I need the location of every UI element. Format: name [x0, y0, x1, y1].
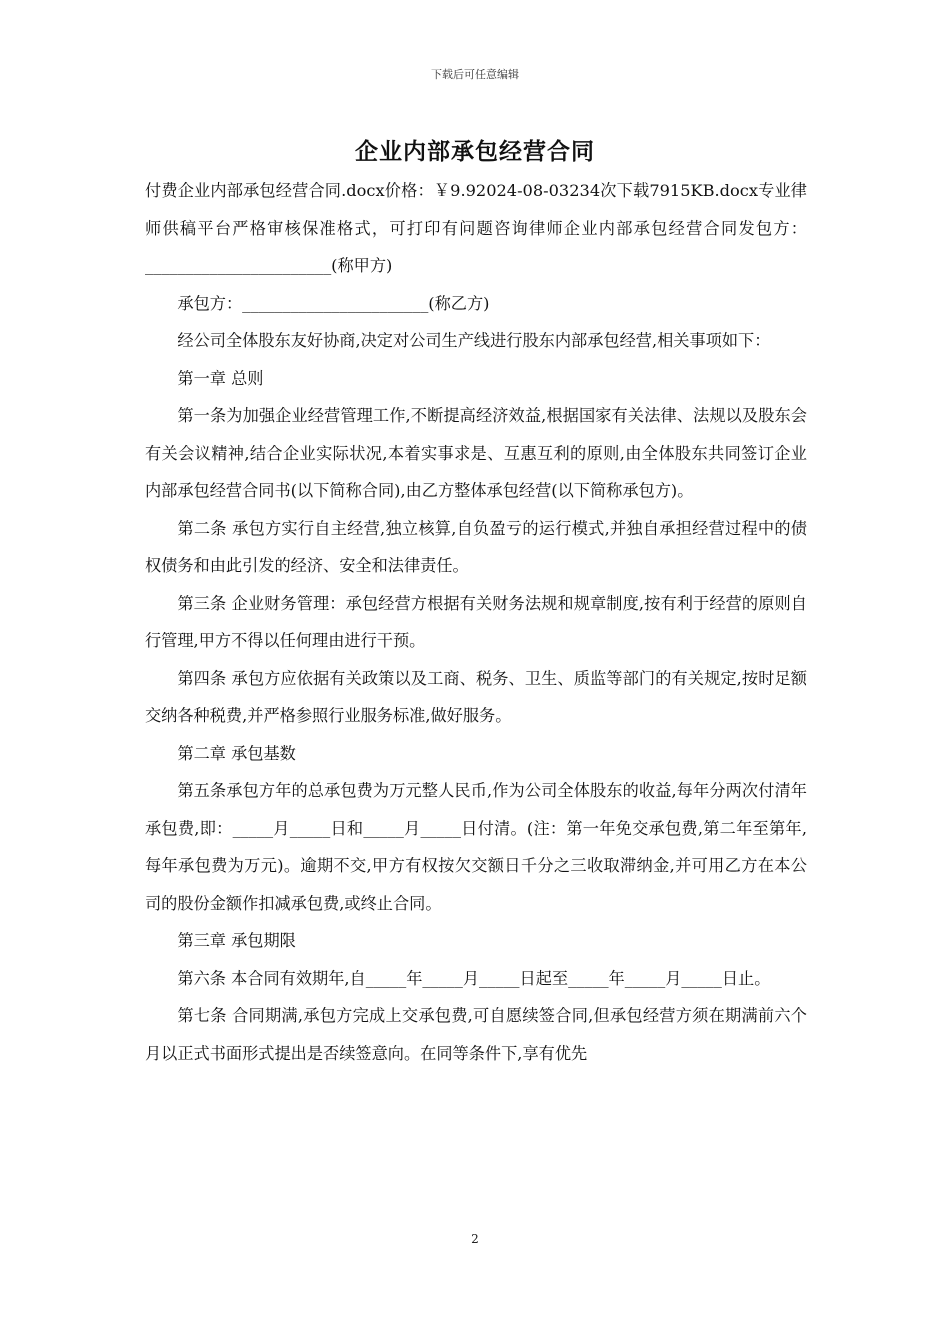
- article-1: 第一条为加强企业经营管理工作,不断提高经济效益,根据国家有关法律、法规以及股东会有关会议精神,结合企业实际状况,本着实事求是、互惠互利的原则,由全体股东共同签订企业内部承包经营合同书(以下简称合同),由乙方整体承包经营(以下简称承包方)。: [145, 406, 807, 500]
- chapter-heading-2: 第二章 承包基数: [177, 743, 296, 763]
- chapter-heading-3: 第三章 承包期限: [177, 931, 296, 950]
- article-6: 第六条 本合同有效期年,自_____年_____月_____日起至_____年_____月_____日止。: [177, 968, 771, 988]
- article-7: 第七条 合同期满,承包方完成上交承包费,可自愿续签合同,但承包经营方须在期满前六个月以正式书面形式提出是否续签意向。在同等条件下,享有优先: [145, 1006, 807, 1063]
- chapter-heading-1: 第一章 总则: [177, 368, 264, 388]
- paragraph-intro: 付费企业内部承包经营合同.docx价格：￥9.92024-08-03234次下载7915KB.docx专业律师供稿平台严格审核保准格式，可打印有问题咨询律师企业内部承包经营合同发包方：_______________________(称甲方): [145, 181, 807, 275]
- paragraph-contractor: 承包方：_______________________(称乙方): [177, 293, 490, 313]
- page-number: 2: [471, 1232, 479, 1246]
- header-note: 下载后可任意编辑: [431, 68, 519, 81]
- article-5: 第五条承包方年的总承包费为万元整人民币,作为公司全体股东的收益,每年分两次付清年承包费,即：_____月_____日和_____月_____日付清。(注：第一年免交承包费,第二年至第年,每年承包费为万元)。逾期不交,甲方有权按欠交额日千分之三收取滞纳金,并可用乙方在本公司的股份金额作扣减承包费,或终止合同。: [145, 781, 807, 913]
- document-body: [145, 172, 807, 1072]
- paragraph-preamble: 经公司全体股东友好协商,决定对公司生产线进行股东内部承包经营,相关事项如下：: [177, 331, 771, 350]
- article-3: 第三条 企业财务管理：承包经营方根据有关财务法规和规章制度,按有利于经营的原则自行管理,甲方不得以任何理由进行干预。: [145, 593, 807, 650]
- article-4: 第四条 承包方应依据有关政策以及工商、税务、卫生、质监等部门的有关规定,按时足额交纳各种税费,并严格参照行业服务标准,做好服务。: [145, 668, 807, 725]
- article-2: 第二条 承包方实行自主经营,独立核算,自负盈亏的运行模式,并独自承担经营过程中的债权债务和由此引发的经济、安全和法律责任。: [145, 518, 807, 575]
- document-title: 企业内部承包经营合同: [355, 138, 595, 165]
